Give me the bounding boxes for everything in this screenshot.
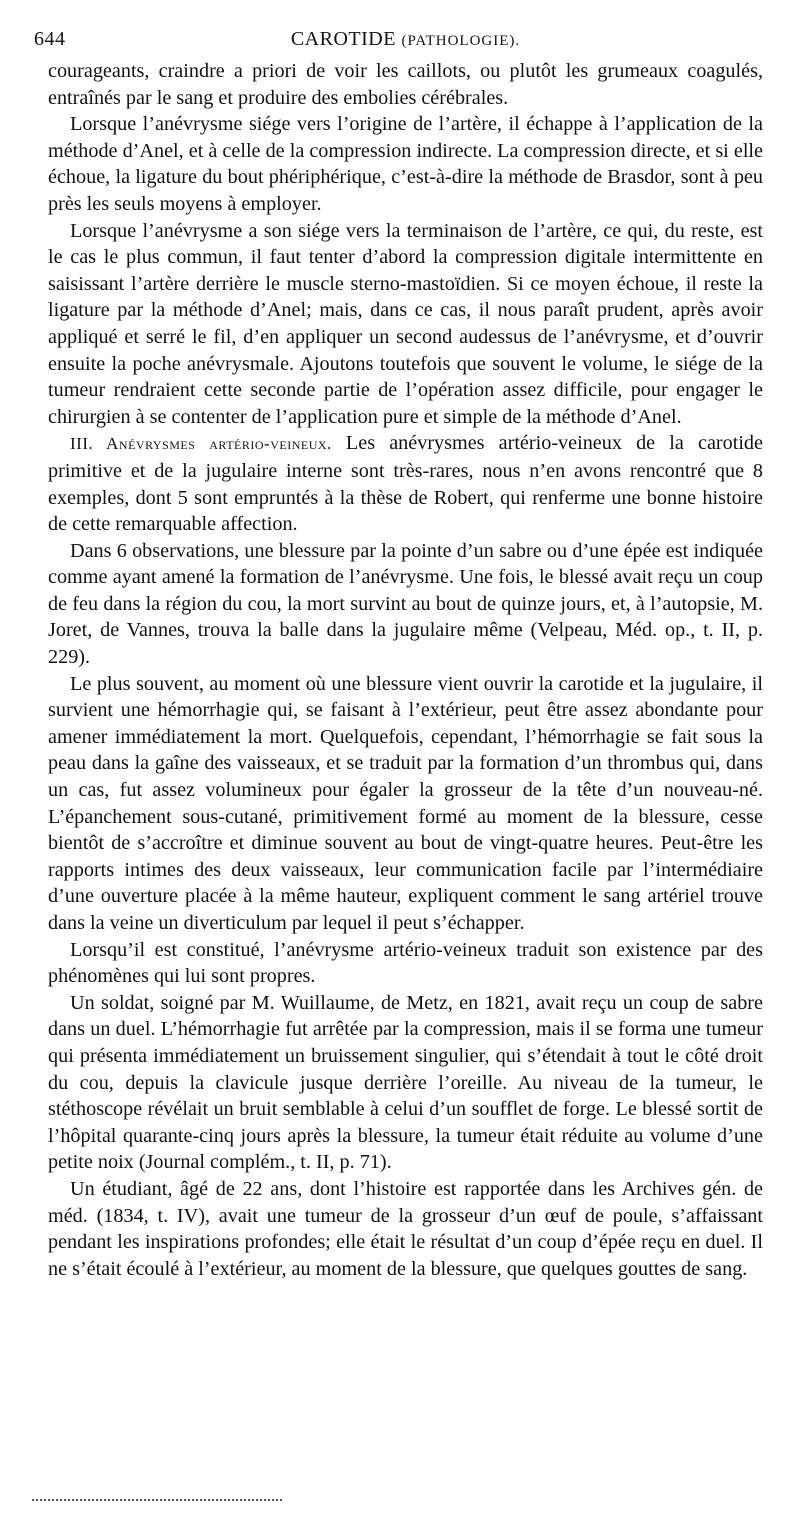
paragraph-section-iii [48,430,763,537]
paragraph: Lorsque l’anévrysme siége vers l’origine de l’artère, il échappe à l’application de la méthode d’Anel, et à celle de la compression indirecte. La compression directe, et si elle échoue, la ligature du bout phériphérique, c’est-à-dire la méthode de Brasdor, sont à peu près les seuls moyens à employer. [48,113,763,215]
paragraph: Le plus souvent, au moment où une blessure vient ouvrir la carotide et la jugulaire, il survient une hémorrhagie qui, se faisant à l’extérieur, peut être assez abondante pour amener immédiatement la mort. Quelquefois, cependant, l’hémorrhagie se fait sous la peau dans la gaîne des vaisseaux, et se traduit par la formation d’un thrombus qui, dans un cas, fut assez volumineux pour égaler la grosseur de la tête d’un nouveau-né. L’épanchement sous-cutané, primitivement formé au moment de la blessure, cesse bientôt de s’accroître et diminue souvent au bout de vingt-quatre heures. Peut-être les rapports intimes des deux vaisseaux, leur communication facile par l’intermédiaire d’une ouverture placée à la même hauteur, expliquent comment le sang artériel trouve dans la veine un diverticulum par lequel il peut s’échapper. [48,672,763,934]
paragraph: Lorsque l’anévrysme a son siége vers la terminaison de l’artère, ce qui, du reste, est le cas le plus commun, il faut tenter d’abord la compression digitale intermittente en saisissant l’artère derrière le muscle sterno-mastoïdien. Si ce moyen échoue, il reste la ligature par la méthode d’Anel; mais, dans ce cas, il nous paraît prudent, après avoir appliqué et serré le fil, d’en appliquer un second audessus de l’anévrysme, et d’ouvrir ensuite la poche anévrysmale. Ajoutons toutefois que souvent le volume, le siége de la tumeur rendraient cette seconde partie de l’opération assez difficile, pour engager le chirurgien à se contenter de l’application pure et simple de la méthode d’Anel. [48,219,763,428]
footer-rule [32,1499,282,1501]
paragraph: Un étudiant, âgé de 22 ans, dont l’histoire est rapportée dans les Archives gén. de méd. (1834, t. IV), avait une tumeur de la grosseur d’un œuf de poule, s’affaissant pendant les inspirations profondes; elle était le résultat d’un coup d’épée reçu en duel. Il ne s’était écoulé à l’extérieur, au moment de la blessure, que quelques gouttes de sang. [48,1177,763,1280]
page-number: 644 [34,28,66,50]
paragraph: Dans 6 observations, une blessure par la pointe d’un sabre ou d’une épée est indiquée comme ayant amené la formation de l’anévrysme. Une fois, le blessé avait reçu un coup de feu dans la région du cou, la mort survint au bout de quinze jours, et, à l’autopsie, M. Joret, de Vannes, trouva la balle dans la jugulaire même (Velpeau, Méd. op., t. II, p. 229). [48,539,763,669]
running-title-sub: (PATHOLOGIE). [401,33,521,49]
section-heading: III. Anévrysmes artério-veineux. [70,434,332,454]
running-title [48,28,763,51]
section-text: Les anévrysmes artério-veineux de la carotide primitive et de la jugulaire interne sont très-rares, nous n’en avons rencontré que 8 exemples, dont 5 sont empruntés à la thèse de Robert, qui renferme une bonne histoire de cette remarquable affection. [48,432,763,536]
paragraph-continued: courageants, craindre a priori de voir les caillots, ou plutôt les grumeaux coagulés, entraînés par le sang et produire des embolies cérébrales. [48,60,763,109]
document-page [34,28,763,1282]
body-text [48,58,763,1282]
paragraph: Un soldat, soigné par M. Wuillaume, de Metz, en 1821, avait reçu un coup de sabre dans un duel. L’hémorrhagie fut arrêtée par la compression, mais il se forma une tumeur qui présenta immédiatement un bruissement singulier, qui s’étendait à tout le côté droit du cou, depuis la clavicule jusque derrière l’oreille. Au niveau de la tumeur, le stéthoscope révélait un bruit semblable à celui d’un soufflet de forge. Le blessé sortit de l’hôpital quarante-cinq jours après la blessure, la tumeur était réduite au volume d’une petite noix (Journal complém., t. II, p. 71). [48,991,763,1174]
page-header [34,28,763,58]
running-title-main: CAROTIDE [290,28,396,50]
paragraph: Lorsqu’il est constitué, l’anévrysme artério-veineux traduit son existence par des phénomènes qui lui sont propres. [48,938,763,988]
